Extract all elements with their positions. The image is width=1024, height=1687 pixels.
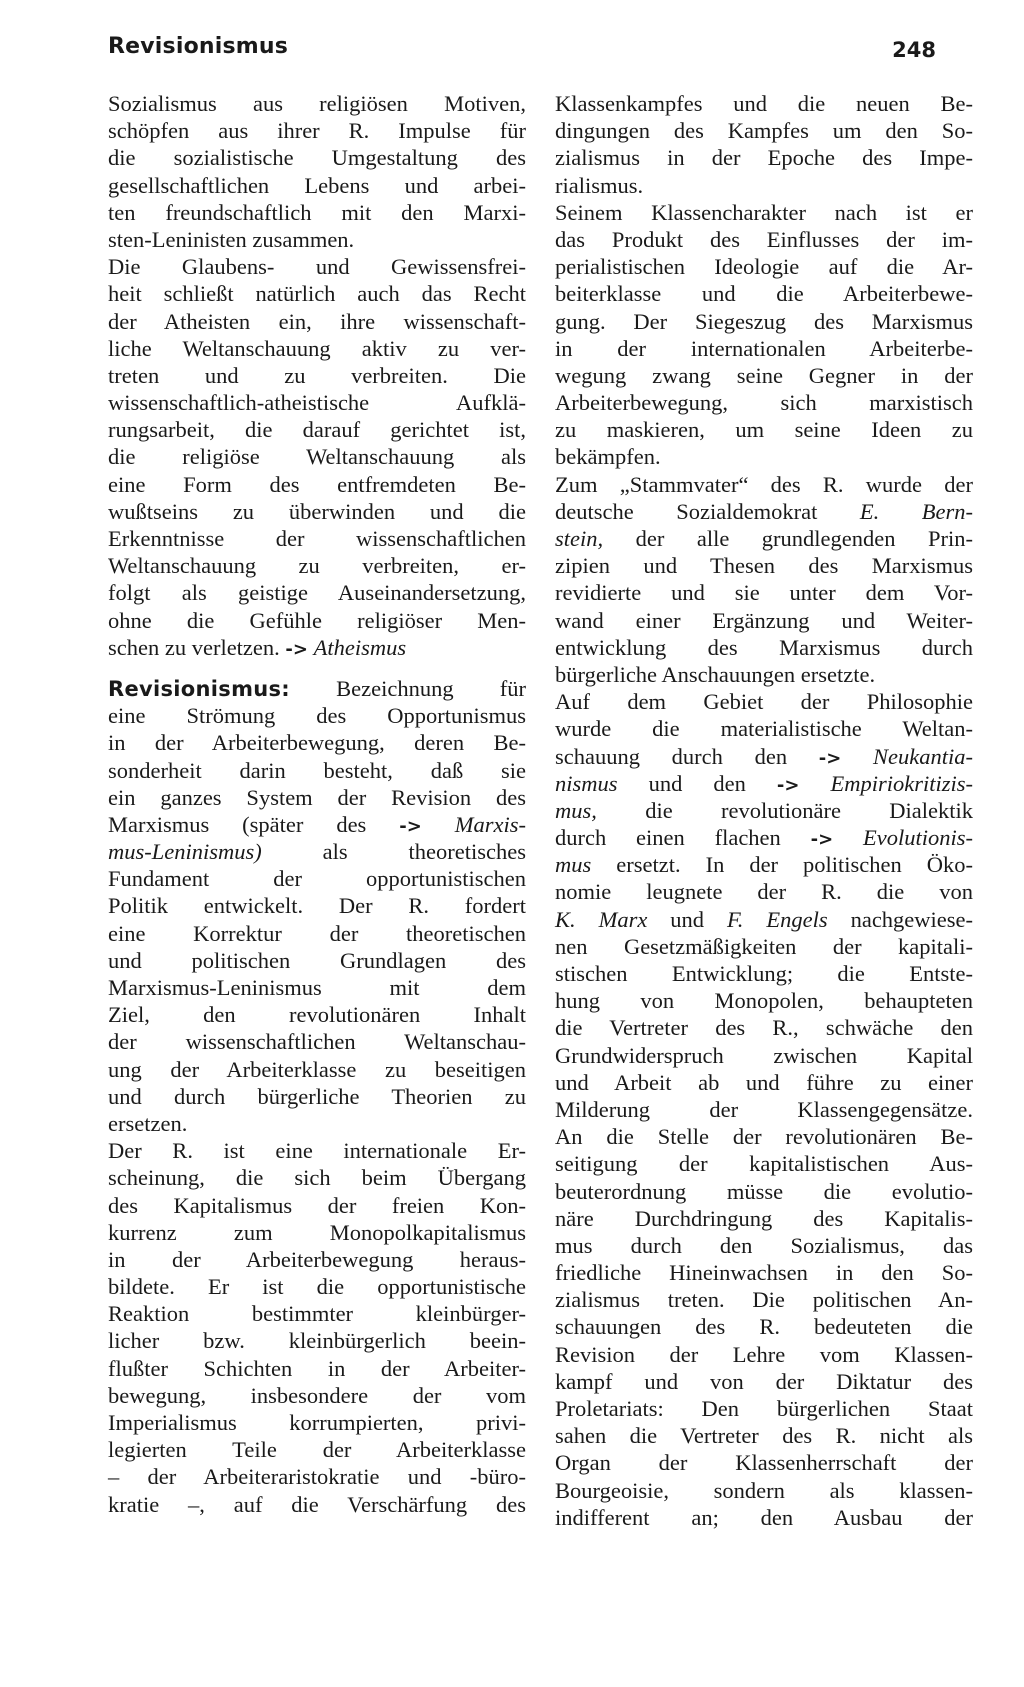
text-line: Sozialismus aus religiösen Motiven, [108,91,526,116]
text-line: gung. Der Siegeszug des Marxismus [555,308,973,334]
text-line: treten und zu verbreiten. Die [108,362,526,388]
text-line: schen zu verletzen. -> Atheismus [108,634,407,660]
text-line: Erkenntnisse der wissenschaftlichen [108,526,526,551]
text-line: entwicklung des Marxismus durch [555,634,973,660]
text-line: in der Arbeiterbewegung, deren Be- [108,730,526,756]
text-line: mus durch den Sozialismus, das [555,1232,973,1258]
text-line: Seinem Klassencharakter nach ist er [555,199,973,225]
cross-reference-arrow-icon: -> [399,815,422,837]
text-line: schöpfen aus ihrer R. Impulse für [108,118,526,144]
text-line: folgt als geistige Auseinandersetzung, [108,580,526,606]
text-line: wand einer Ergänzung und Weiter- [555,607,973,633]
text-line: revidierte und sie unter dem Vor- [555,580,973,606]
text-line: Fundament der opportunistischen [108,866,526,892]
text-line: licher bzw. kleinbürgerlich beein- [108,1328,526,1354]
italic-reference: nismus [555,770,618,796]
text-line: beiterklasse und die Arbeiterbewe- [555,281,973,307]
text-line: nen Gesetzmäßigkeiten der kapitali- [555,933,973,959]
text-line: K. Marx und F. Engels nachgewiese- [555,906,974,932]
text-line: zipien und Thesen des Marxismus [555,553,973,579]
text-line: kampf und von der Diktatur des [555,1368,973,1394]
text-line: Imperialismus korrumpierten, privi- [108,1410,526,1435]
text-line: Politik entwickelt. Der R. fordert [108,893,526,919]
right-column [555,90,973,1531]
text-line: heit schließt natürlich auch das Recht [108,281,526,307]
text-line: ten freundschaftlich mit den Marxi- [108,199,526,225]
text-line: liche Weltanschauung aktiv zu ver- [108,335,526,361]
text-line: scheinung, die sich beim Übergang [108,1165,526,1191]
text-line: Weltanschauung zu verbreiten, er- [108,553,526,579]
text-line: kurrenz zum Monopolkapitalismus [108,1219,526,1245]
text-line: bekämpfen. [555,444,661,470]
text-line: Marxismus-Leninismus mit dem [108,975,526,1000]
running-head: Revisionismus [108,34,289,59]
text-line: legierten Teile der Arbeiterklasse [108,1437,526,1463]
left-column [108,90,526,1518]
cross-reference-arrow-icon: -> [776,774,800,796]
italic-reference: mus, [555,797,597,823]
cross-reference-arrow-icon: -> [810,829,834,851]
text-line: wegung zwang seine Gegner in der [555,362,973,388]
italic-reference: mus-Leninismus) [108,839,262,865]
text-line: und Arbeit ab und führe zu einer [555,1069,973,1095]
text-line: wissenschaftlich-atheistische Aufklä- [108,390,526,416]
cross-reference-arrow-icon: -> [818,747,842,769]
text-line: Proletariats: Den bürgerlichen Staat [555,1396,973,1421]
text-line: in der Arbeiterbewegung heraus- [108,1246,526,1272]
text-line: näre Durchdringung des Kapitalis- [555,1205,973,1231]
text-line: sonderheit darin besteht, daß sie [108,757,526,783]
italic-reference: mus [555,852,592,878]
text-line: seitigung der kapitalistischen Aus- [555,1151,973,1177]
text-line: Bourgeoisie, sondern als klassen- [555,1477,973,1503]
text-line: eine Strömung des Opportunismus [108,703,526,729]
cross-reference-link: Evolutionis- [863,825,974,851]
text-line: deutsche Sozialdemokrat E. Bern- [555,498,973,524]
text-line: Arbeiterbewegung, sich marxistisch [555,390,973,416]
text-line: nismus und den -> Empiriokritizis- [555,770,974,796]
text-line: Milderung der Klassengegensätze. [555,1096,973,1122]
cross-reference-link: Atheismus [313,634,407,660]
text-line: Die Glaubens- und Gewissensfrei- [108,254,526,280]
cross-reference-link: Empiriokritizis- [830,770,974,796]
text-line: indifferent an; den Ausbau der [555,1504,973,1530]
italic-reference: K. Marx [555,906,648,932]
text-line: und politischen Grundlagen des [108,947,526,973]
text-line: ein ganzes System der Revision des [108,784,526,810]
text-line: friedliche Hineinwachsen in den So- [555,1260,973,1286]
text-line: das Produkt des Einflusses der im- [555,226,973,252]
text-line: Auf dem Gebiet der Philosophie [555,689,973,715]
text-line: ersetzen. [108,1110,188,1136]
text-line: nomie leugnete der R. die von [555,879,973,905]
text-line: Zum „Stammvater“ des R. wurde der [555,471,973,497]
text-line: Klassenkampfes und die neuen Be- [555,91,973,116]
cross-reference-link: Marxis- [454,811,527,837]
text-line: Grundwiderspruch zwischen Kapital [555,1042,973,1068]
text-line: dingungen des Kampfes um den So- [555,118,973,144]
text-line: kratie –, auf die Verschärfung des [108,1491,526,1517]
text-line: zialismus in der Epoche des Impe- [555,145,973,171]
text-line: bewegung, insbesondere der vom [108,1382,526,1408]
text-line: eine Form des entfremdeten Be- [108,471,526,497]
text-line: eine Korrektur der theoretischen [108,920,526,946]
text-line: zu maskieren, um seine Ideen zu [555,417,973,443]
italic-reference: stein, [555,526,604,551]
text-line: bürgerliche Anschauungen ersetzte. [555,661,876,687]
text-line: Marxismus (später des -> Marxis- [108,811,527,837]
text-line: wußtseins zu überwinden und die [108,498,526,524]
text-line: die religiöse Weltanschauung als [108,444,526,470]
text-line: die sozialistische Umgestaltung des [108,145,526,171]
text-line: Ziel, den revolutionären Inhalt [108,1002,526,1028]
text-line: Der R. ist eine internationale Er- [108,1138,526,1164]
text-line: der Atheisten ein, ihre wissenschaft- [108,308,526,334]
text-line: sten-Leninisten zusammen. [108,226,355,252]
text-line: wurde die materialistische Weltan- [555,716,973,742]
text-line: schauungen des R. bedeuteten die [555,1314,973,1340]
cross-reference-link: E. Bern- [859,498,973,524]
text-line: mus-Leninismus) als theoretisches [108,839,526,865]
text-line: flußter Schichten in der Arbeiter- [108,1355,526,1381]
text-line: gesellschaftlichen Lebens und arbei- [108,172,526,198]
entry-headword: Revisionismus: [108,676,291,701]
text-line: ung der Arbeiterklasse zu beseitigen [108,1056,526,1082]
text-line: mus ersetzt. In der politischen Öko- [555,852,973,878]
text-line: die Vertreter des R., schwäche den [555,1015,973,1041]
text-line: mus, die revolutionäre Dialektik [555,797,973,823]
cross-reference-link: Neukantia- [873,743,973,769]
text-line: hung von Monopolen, behaupteten [555,988,973,1014]
text-line: der wissenschaftlichen Weltanschau- [108,1029,526,1055]
text-line: – der Arbeiteraristokratie und -büro- [108,1464,526,1490]
entry-separator [108,661,526,675]
text-line: beuterordnung müsse die evolutio- [555,1178,973,1204]
text-line: stein, der alle grundlegenden Prin- [555,526,973,551]
text-line: rialismus. [555,172,644,198]
text-line: zialismus treten. Die politischen An- [555,1287,973,1313]
text-line: und durch bürgerliche Theorien zu [108,1083,526,1109]
page-number: 248 [892,38,936,62]
text-line: Revisionismus: Bezeichnung für [108,675,526,701]
text-line: in der internationalen Arbeiterbe- [555,335,973,361]
text-line: perialistischen Ideologie auf die Ar- [555,254,973,280]
cross-reference-arrow-icon: -> [285,638,308,660]
italic-reference: F. Engels [726,906,828,932]
text-line: des Kapitalismus der freien Kon- [108,1192,526,1218]
text-line: rungsarbeit, die darauf gerichtet ist, [108,417,526,443]
text-line: Revision der Lehre vom Klassen- [555,1341,973,1367]
text-line: durch einen flachen -> Evolutionis- [555,825,974,851]
text-line: Organ der Klassenherrschaft der [555,1450,973,1476]
text-line: schauung durch den -> Neukantia- [555,743,973,769]
text-line: stischen Entwicklung; die Entste- [555,961,973,986]
text-line: ohne die Gefühle religiöser Men- [108,607,526,633]
text-line: Reaktion bestimmter kleinbürger- [108,1301,526,1327]
text-line: bildete. Er ist die opportunistische [108,1274,526,1300]
text-line: sahen die Vertreter des R. nicht als [555,1423,973,1449]
text-line: An die Stelle der revolutionären Be- [555,1124,973,1150]
